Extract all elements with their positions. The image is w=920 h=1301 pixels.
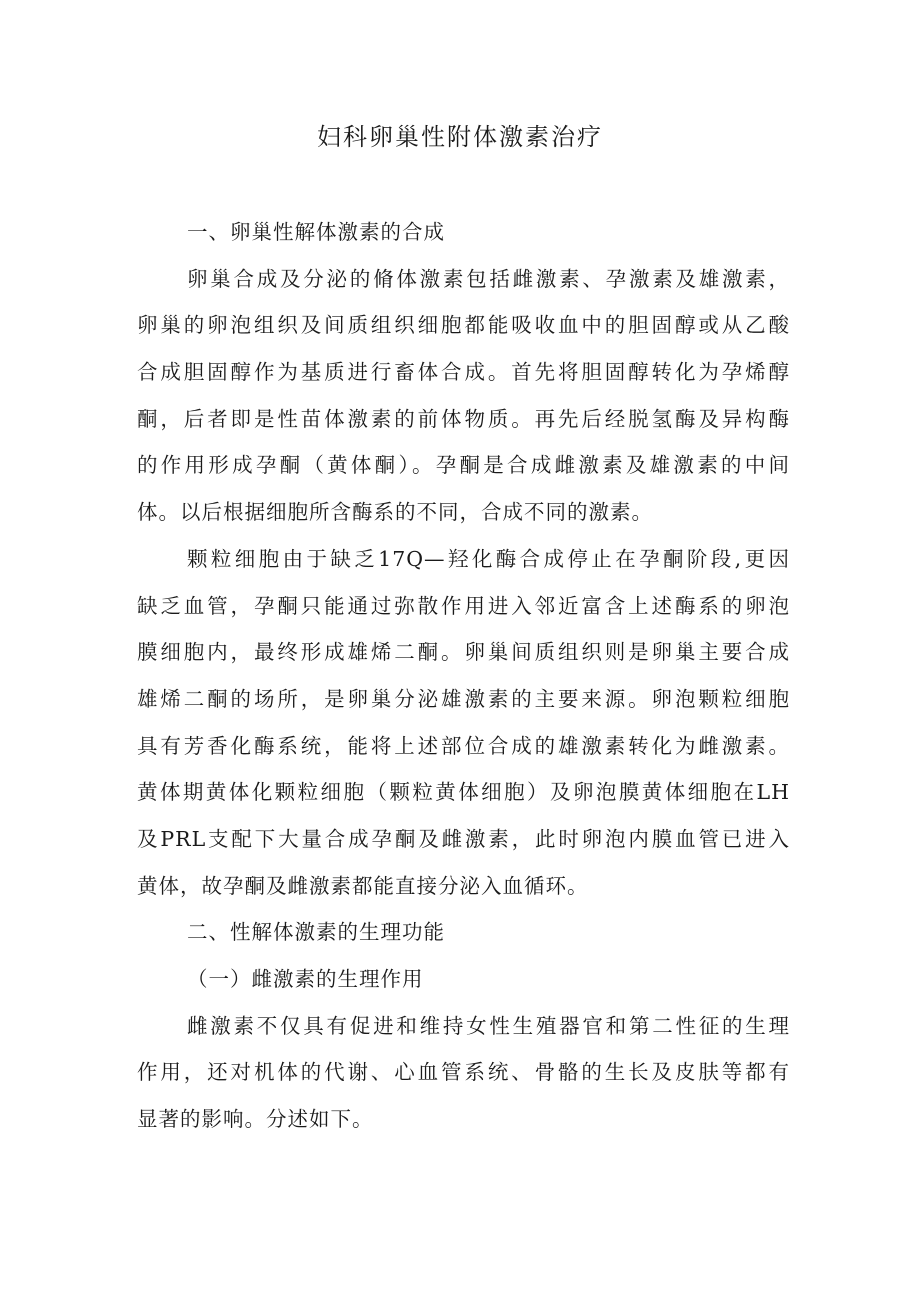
section-heading-1: 一、卵巢性解体激素的合成: [187, 220, 445, 244]
document-body: [137, 209, 790, 1143]
paragraph-line: 作用，还对机体的代谢、心血管系统、骨骼的生长及皮肤等都有: [137, 1060, 790, 1085]
document-title: 妇科卵巢性附体激素治疗: [317, 123, 603, 151]
paragraph-line: 雄烯二酮的场所，是卵巢分泌雄激素的主要来源。卵泡颗粒细胞: [137, 686, 790, 711]
paragraph-line: 缺乏血管，孕酮只能通过弥散作用进入邻近富含上述酶系的卵泡: [137, 593, 790, 618]
paragraph-line: 合成胆固醇作为基质进行畜体合成。首先将胆固醇转化为孕烯醇: [137, 360, 790, 385]
paragraph-line: 的作用形成孕酮（黄体酮）。孕酮是合成雌激素及雄激素的中间: [137, 453, 790, 478]
paragraph-line: 颗粒细胞由于缺乏17Q—羟化酶合成停止在孕酮阶段,更因: [187, 546, 790, 571]
paragraph-line: 雌激素不仅具有促进和维持女性生殖器官和第二性征的生理: [187, 1013, 790, 1038]
paragraph-line: 卵巢的卵泡组织及间质组织细胞都能吸收血中的胆固醇或从乙酸: [137, 313, 790, 338]
paragraph-line: 及PRL支配下大量合成孕酮及雌激素，此时卵泡内膜血管已进入: [137, 826, 790, 851]
paragraph-line: 酮，后者即是性苗体激素的前体物质。再先后经脱氢酶及异构酶: [137, 406, 790, 431]
paragraph-line: 黄体期黄体化颗粒细胞（颗粒黄体细胞）及卵泡膜黄体细胞在LH: [137, 780, 790, 805]
paragraph-line: 体。以后根据细胞所含酶系的不同，合成不同的激素。: [137, 500, 653, 525]
paragraph-line: 显著的影响。分述如下。: [137, 1107, 374, 1132]
paragraph-line: 卵巢合成及分泌的脩体激素包括雌激素、孕激素及雄激素，: [187, 266, 790, 291]
paragraph-line: 具有芳香化酶系统，能将上述部位合成的雄激素转化为雌激素。: [137, 733, 790, 758]
paragraph-line: 黄体，故孕酮及雌激素都能直接分泌入血循环。: [137, 873, 589, 898]
subsection-heading: （一）雌激素的生理作用: [187, 967, 424, 991]
section-heading-2: 二、性解体激素的生理功能: [187, 920, 445, 945]
paragraph-line: 膜细胞内，最终形成雄烯二酮。卵巢间质组织则是卵巢主要合成: [137, 640, 790, 665]
